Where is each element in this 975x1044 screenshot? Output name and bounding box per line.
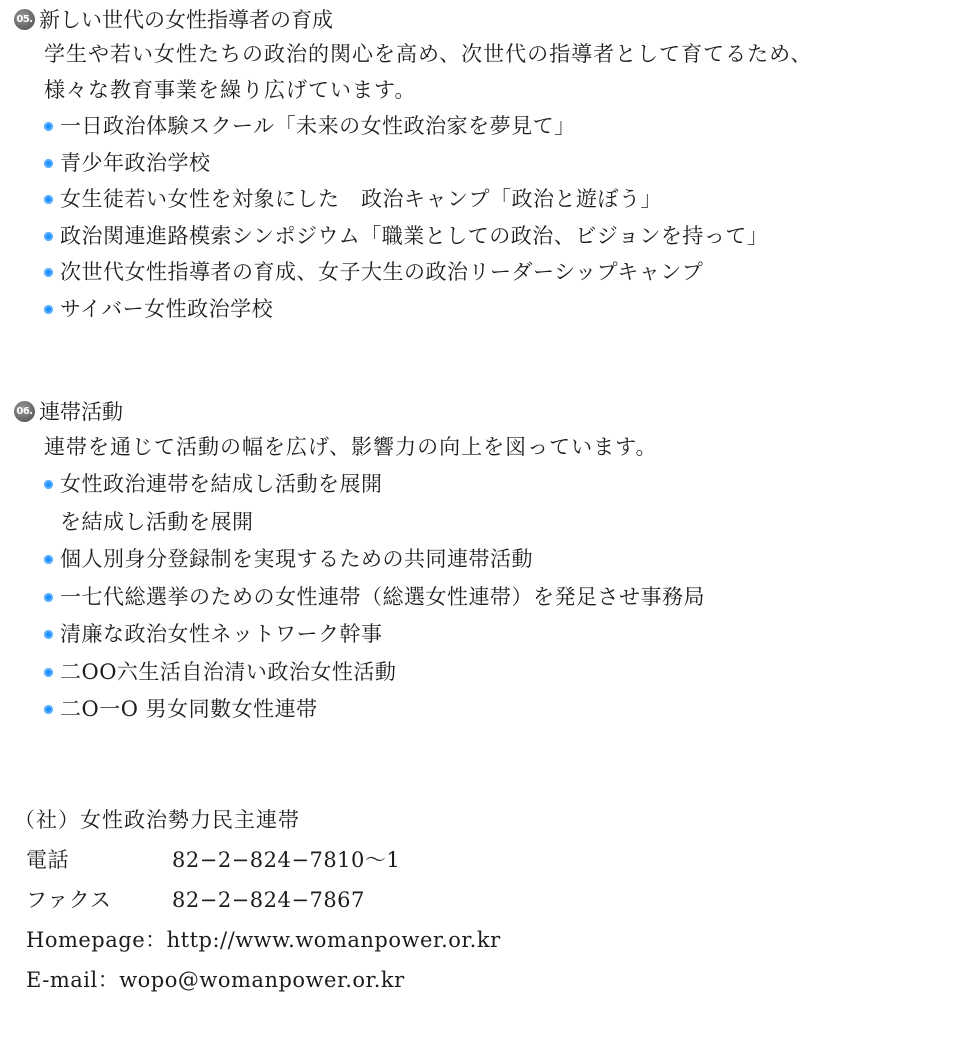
list-item-text: 青少年政治学校 — [60, 150, 211, 175]
section-heading — [14, 394, 964, 428]
activity-list — [14, 466, 964, 729]
section-new-generation-leaders — [14, 2, 964, 327]
list-item-text: 二O一O 男女同數女性連帯 — [60, 697, 318, 721]
phone-value: 82−2−824−7810〜1 — [172, 848, 401, 872]
list-item — [44, 108, 964, 145]
description-line: 様々な教育事業を繰り広げています。 — [44, 78, 417, 102]
list-item-continuation: を結成し活動を展開 — [60, 509, 254, 534]
blue-dot-bullet-icon — [44, 268, 53, 277]
list-item-text: 次世代女性指導者の育成、女子大生の政治リーダーシップキャンプ — [60, 260, 704, 284]
fax-value: 82−2−824−7867 — [172, 888, 365, 912]
section-description — [44, 36, 964, 108]
section-title: 新しい世代の女性指導者の育成 — [39, 8, 333, 32]
section-title: 連帯活動 — [39, 400, 123, 424]
section-heading — [14, 2, 964, 36]
list-item-text: 一日政治体験スクール「未来の女性政治家を夢見て」 — [60, 114, 576, 138]
list-item — [44, 291, 964, 328]
email-label: E-mail — [26, 968, 98, 992]
organization-name: （社）女性政治勢力民主連帯 — [14, 808, 300, 832]
list-item — [44, 466, 964, 541]
blue-dot-bullet-icon — [44, 705, 53, 714]
list-item — [44, 541, 964, 579]
blue-dot-bullet-icon — [44, 593, 53, 602]
list-item-text: 一七代総選挙のための女性連帯（総選女性連帯）を発足させ事務局 — [60, 584, 705, 609]
email-separator: ： — [97, 968, 120, 992]
contact-info — [14, 800, 964, 1000]
list-item — [44, 579, 964, 617]
blue-dot-bullet-icon — [44, 122, 53, 131]
list-item — [44, 616, 964, 654]
list-item-text: 女生徒若い女性を対象にした 政治キャンプ「政治と遊ぼう」 — [60, 187, 662, 211]
phone-label: 電話 — [26, 848, 69, 872]
email-row — [26, 960, 964, 1000]
blue-dot-bullet-icon — [44, 668, 53, 677]
list-item-text: 政治関連進路模索シンポジウム「職業としての政治、ビジョンを持って」 — [60, 223, 769, 248]
list-item-text: サイバー女性政治学校 — [60, 296, 274, 321]
blue-dot-bullet-icon — [44, 630, 53, 639]
section-solidarity-activities — [14, 394, 964, 729]
fax-row — [26, 880, 964, 920]
homepage-link[interactable]: http://www.womanpower.or.kr — [166, 928, 501, 952]
blue-dot-bullet-icon — [44, 232, 53, 241]
section-number-badge-icon: 06. — [14, 401, 35, 422]
section-number-badge-icon: 05. — [14, 9, 35, 30]
fax-label: ファクス — [26, 888, 112, 912]
blue-dot-bullet-icon — [44, 305, 53, 314]
blue-dot-bullet-icon — [44, 195, 53, 204]
blue-dot-bullet-icon — [44, 480, 53, 489]
homepage-label: Homepage — [26, 928, 146, 952]
list-item — [44, 254, 964, 291]
list-item-text: 個人別身分登録制を実現するための共同連帯活動 — [60, 547, 533, 571]
description-line: 学生や若い女性たちの政治的関心を高め、次世代の指導者として育てるため、 — [44, 42, 813, 66]
list-item — [44, 181, 964, 218]
homepage-separator: ： — [145, 928, 167, 952]
list-item-text: 女性政治連帯を結成し活動を展開 — [60, 472, 383, 496]
description-line: 連帯を通じて活動の幅を広げ、影響力の向上を図っています。 — [44, 435, 658, 459]
list-item — [44, 654, 964, 692]
list-item — [44, 691, 964, 729]
list-item — [44, 145, 964, 182]
list-item — [44, 218, 964, 255]
email-link[interactable]: wopo@womanpower.or.kr — [119, 968, 405, 992]
homepage-row — [26, 920, 964, 960]
blue-dot-bullet-icon — [44, 159, 53, 168]
list-item-text: 二OO六生活自治清い政治女性活動 — [60, 659, 397, 684]
list-item-text: 清廉な政治女性ネットワーク幹事 — [60, 622, 383, 646]
section-description — [44, 428, 964, 466]
blue-dot-bullet-icon — [44, 555, 53, 564]
program-list — [14, 108, 964, 327]
phone-row — [26, 840, 964, 880]
